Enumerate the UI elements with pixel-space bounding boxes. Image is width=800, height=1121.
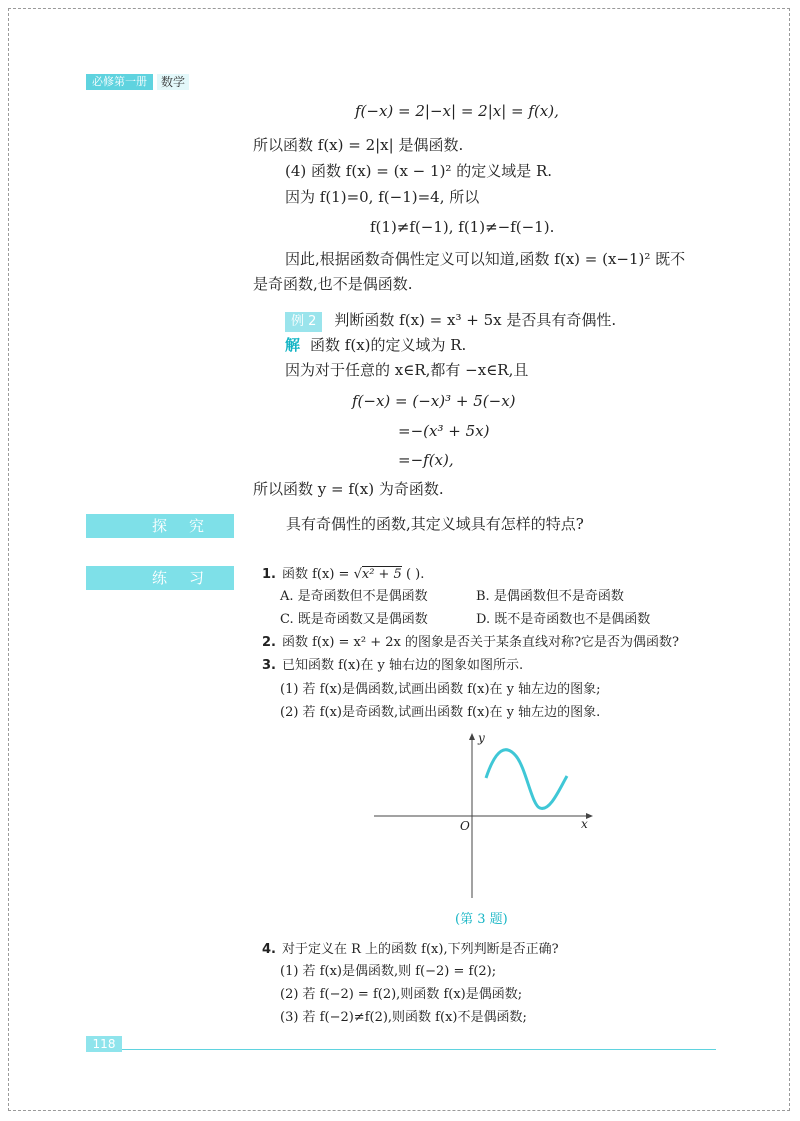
question-2 xyxy=(262,633,679,653)
q4-text: 对于定义在 R 上的函数 f(x),下列判断是否正确? xyxy=(281,942,559,957)
q1-number: 1. xyxy=(262,567,276,582)
figure-caption: (第 3 题) xyxy=(455,912,508,927)
q1-option-d: D. 既不是奇函数也不是偶函数 xyxy=(476,612,651,627)
q3-part-2: (2) 若 f(x)是奇函数,试画出函数 f(x)在 y 轴左边的图象. xyxy=(280,705,601,720)
function-curve xyxy=(486,750,567,809)
q1-suffix: ( ). xyxy=(401,567,425,582)
book-title: 必修第一册 xyxy=(86,74,153,90)
text-line-7: 是奇函数,也不是偶函数. xyxy=(253,275,413,293)
explore-text: 具有奇偶性的函数,其定义域具有怎样的特点? xyxy=(286,515,584,533)
q2-number: 2. xyxy=(262,635,276,650)
q2-text: 函数 f(x) = x² + 2x 的图象是否关于某条直线对称?它是否为偶函数? xyxy=(281,635,679,650)
text-line-10: 因为对于任意的 x∈R,都有 −x∈R,且 xyxy=(285,361,529,379)
graph-svg xyxy=(370,728,600,904)
solution-label: 解 xyxy=(285,336,301,354)
y-label: y xyxy=(478,731,485,745)
q1-option-c: C. 既是奇函数又是偶函数 xyxy=(280,612,428,627)
q3-graph xyxy=(370,728,600,904)
eq-line-13: =−f(x), xyxy=(398,451,454,469)
q4-part-2: (2) 若 f(−2) = f(2),则函数 f(x)是偶函数; xyxy=(280,987,523,1002)
example-badge: 例 2 xyxy=(285,312,322,332)
q4-number: 4. xyxy=(262,942,276,957)
question-3 xyxy=(262,656,523,676)
sqrt-icon: √ xyxy=(353,567,362,582)
q3-text: 已知函数 f(x)在 y 轴右边的图象如图所示. xyxy=(281,658,524,673)
example-2 xyxy=(285,310,616,332)
practice-bar xyxy=(86,566,234,590)
q1-option-a: A. 是奇函数但不是偶函数 xyxy=(280,589,428,604)
origin-label: O xyxy=(460,819,470,833)
q1-prefix: 函数 f(x) = xyxy=(281,567,354,582)
q1-radicand: x² + 5 xyxy=(361,567,402,582)
eq-line-11: f(−x) = (−x)³ + 5(−x) xyxy=(352,392,516,410)
q3-part-1: (1) 若 f(x)是偶函数,试画出函数 f(x)在 y 轴左边的图象; xyxy=(280,682,601,697)
eq-line-12: =−(x³ + 5x) xyxy=(398,422,490,440)
y-arrow-icon xyxy=(469,733,475,740)
text-line-4: 因为 f(1)=0, f(−1)=4, 所以 xyxy=(285,188,480,206)
q1-option-b: B. 是偶函数但不是奇函数 xyxy=(476,589,624,604)
q4-part-1: (1) 若 f(x)是偶函数,则 f(−2) = f(2); xyxy=(280,964,497,979)
solution-line xyxy=(285,335,466,355)
explore-bar xyxy=(86,514,234,538)
solution-text: 函数 f(x)的定义域为 R. xyxy=(310,336,467,354)
text-line-14: 所以函数 y = f(x) 为奇函数. xyxy=(253,480,444,498)
q3-number: 3. xyxy=(262,658,276,673)
page-number: 118 xyxy=(86,1036,122,1052)
subject-label: 数学 xyxy=(157,74,189,90)
x-label: x xyxy=(581,817,588,831)
q4-part-3: (3) 若 f(−2)≠f(2),则函数 f(x)不是偶函数; xyxy=(280,1010,527,1025)
eq-line-5: f(1)≠f(−1), f(1)≠−f(−1). xyxy=(370,218,555,236)
question-4 xyxy=(262,940,559,960)
text-line-3: (4) 函数 f(x) = (x − 1)² 的定义域是 R. xyxy=(285,162,553,180)
eq-line-1: f(−x) = 2|−x| = 2|x| = f(x), xyxy=(355,102,559,120)
text-line-2: 所以函数 f(x) = 2|x| 是偶函数. xyxy=(253,136,464,154)
question-1 xyxy=(262,565,424,585)
explore-label: 探究 xyxy=(151,517,226,535)
example-2-text: 判断函数 f(x) = x³ + 5x 是否具有奇偶性. xyxy=(334,311,617,329)
text-line-6: 因此,根据函数奇偶性定义可以知道,函数 f(x) = (x−1)² 既不 xyxy=(285,250,686,268)
practice-label: 练习 xyxy=(151,569,226,587)
running-header xyxy=(86,74,189,90)
footer-rule xyxy=(86,1049,716,1050)
